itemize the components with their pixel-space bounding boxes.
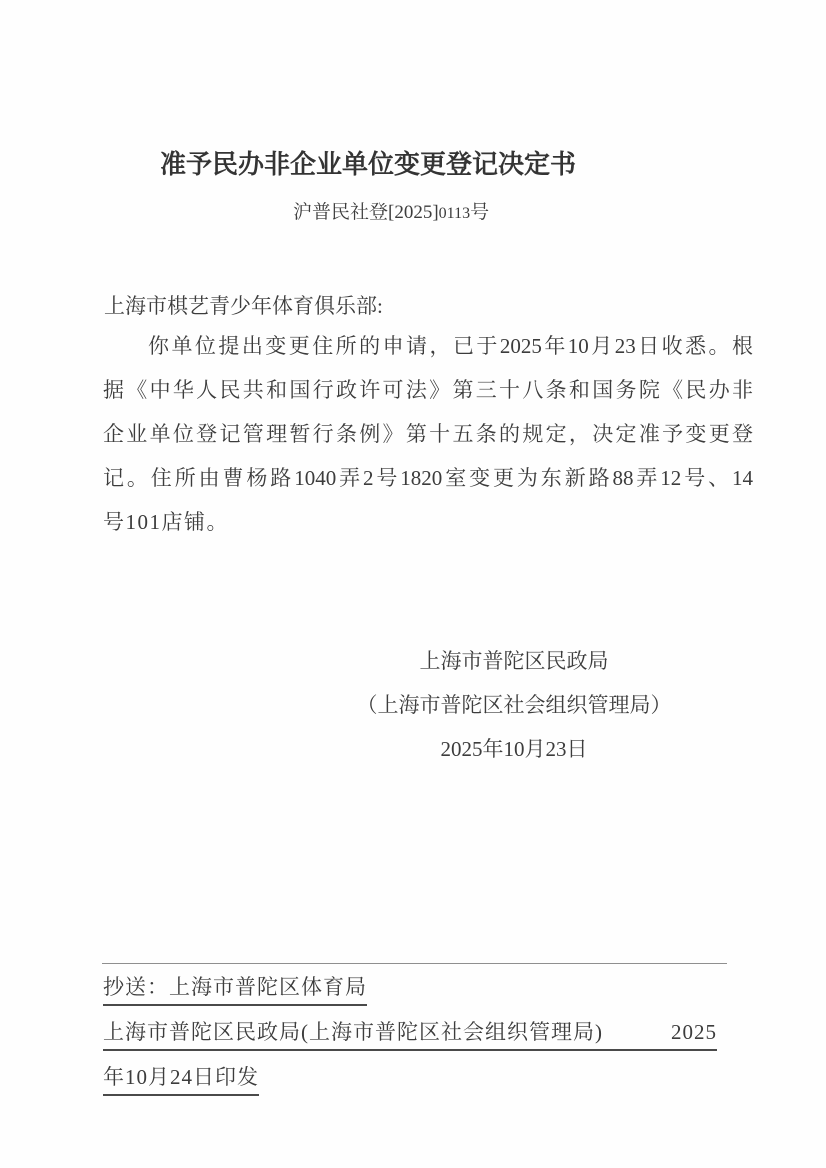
document-number-bracket: [2025]: [388, 202, 439, 223]
signature-block: [328, 645, 700, 777]
document-title: 准予民办非企业单位变更登记决定书: [160, 150, 577, 179]
body-line: 号101店铺。: [103, 510, 229, 534]
body-paragraph: [103, 331, 753, 551]
signature-org: 上海市普陀区民政局: [419, 649, 609, 673]
body-line: 你单位提出变更住所的申请，已于2025年10月23日收悉。根: [148, 334, 753, 358]
footer-issue-year: 2025: [671, 1020, 717, 1044]
document-number-serial: 0113: [438, 205, 471, 222]
footer-issue-continuation: 年10月24日印发: [103, 1062, 259, 1096]
recipient-line: 上海市棋艺青少年体育俱乐部:: [104, 294, 383, 318]
body-line: 企业单位登记管理暂行条例》第十五条的规定，决定准予变更登: [103, 422, 753, 446]
footer-cc-line: 抄送：上海市普陀区体育局: [103, 972, 367, 1006]
document-number-suffix: 号: [470, 202, 490, 223]
document-number-prefix: 沪普民社登: [293, 202, 389, 223]
body-line: 据《中华人民共和国行政许可法》第三十八条和国务院《民办非: [103, 378, 753, 402]
signature-date: 2025年10月23日: [440, 737, 588, 761]
footer-issue-date-row: [103, 1062, 719, 1107]
footer-block: [103, 972, 719, 1107]
footer-separator: [102, 963, 727, 964]
body-line: 记。住所由曹杨路1040弄2号1820室变更为东新路88弄12号、14: [103, 466, 753, 490]
signature-org-alt: （上海市普陀区社会组织管理局）: [356, 693, 672, 717]
footer-issuer-row: [103, 1017, 719, 1062]
footer-issuer-line: 上海市普陀区民政局(上海市普陀区社会组织管理局): [103, 1020, 603, 1044]
footer-cc-row: [103, 972, 719, 1017]
footer-issuer-underline: [103, 1017, 717, 1051]
document-number: [293, 197, 489, 224]
